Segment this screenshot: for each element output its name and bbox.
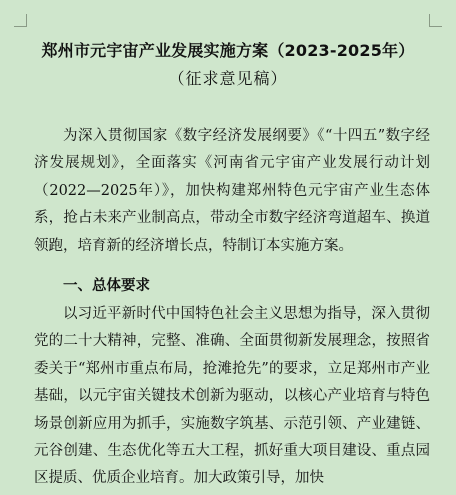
crop-mark-top-right <box>429 14 442 27</box>
document-subtitle: （征求意见稿） <box>168 69 288 88</box>
intro-paragraph: 为深入贯彻国家《数字经济发展纲要》《“十四五”数字经济发展规划》，全面落实《河南省元宇宙产业发展行动计划（2022—2025年）》，加快构建郑州特色元宇宙产业生态体系，抢占未来产业制高点，带动全市数字经济弯道超车、换道领跑，培育新的经济增长点，特制订本实施方案。 <box>34 128 430 254</box>
document-title: 郑州市元宇宙产业发展实施方案（2023-2025年） <box>41 41 415 60</box>
general-requirements-paragraph: 以习近平新时代中国特色社会主义思想为指导，深入贯彻党的二十大精神，完整、准确、全面贯彻新发展理念，按照省委关于“郑州市重点布局，抢滩抢先”的要求，立足郑州市产业基础，以元宇宙关键技术创新为驱动，以核心产业培育与特色场景创新应用为抓手，实施数字筑基、示范引领、产业建链、元谷创建、生态优化等五大工程，抓好重大项目建设、重点园区提质、优质企业培育。加大政策引导，加快 <box>34 306 430 487</box>
crop-mark-top-left <box>14 14 27 27</box>
section-heading-general-requirements: 一、总体要求 <box>63 278 150 294</box>
